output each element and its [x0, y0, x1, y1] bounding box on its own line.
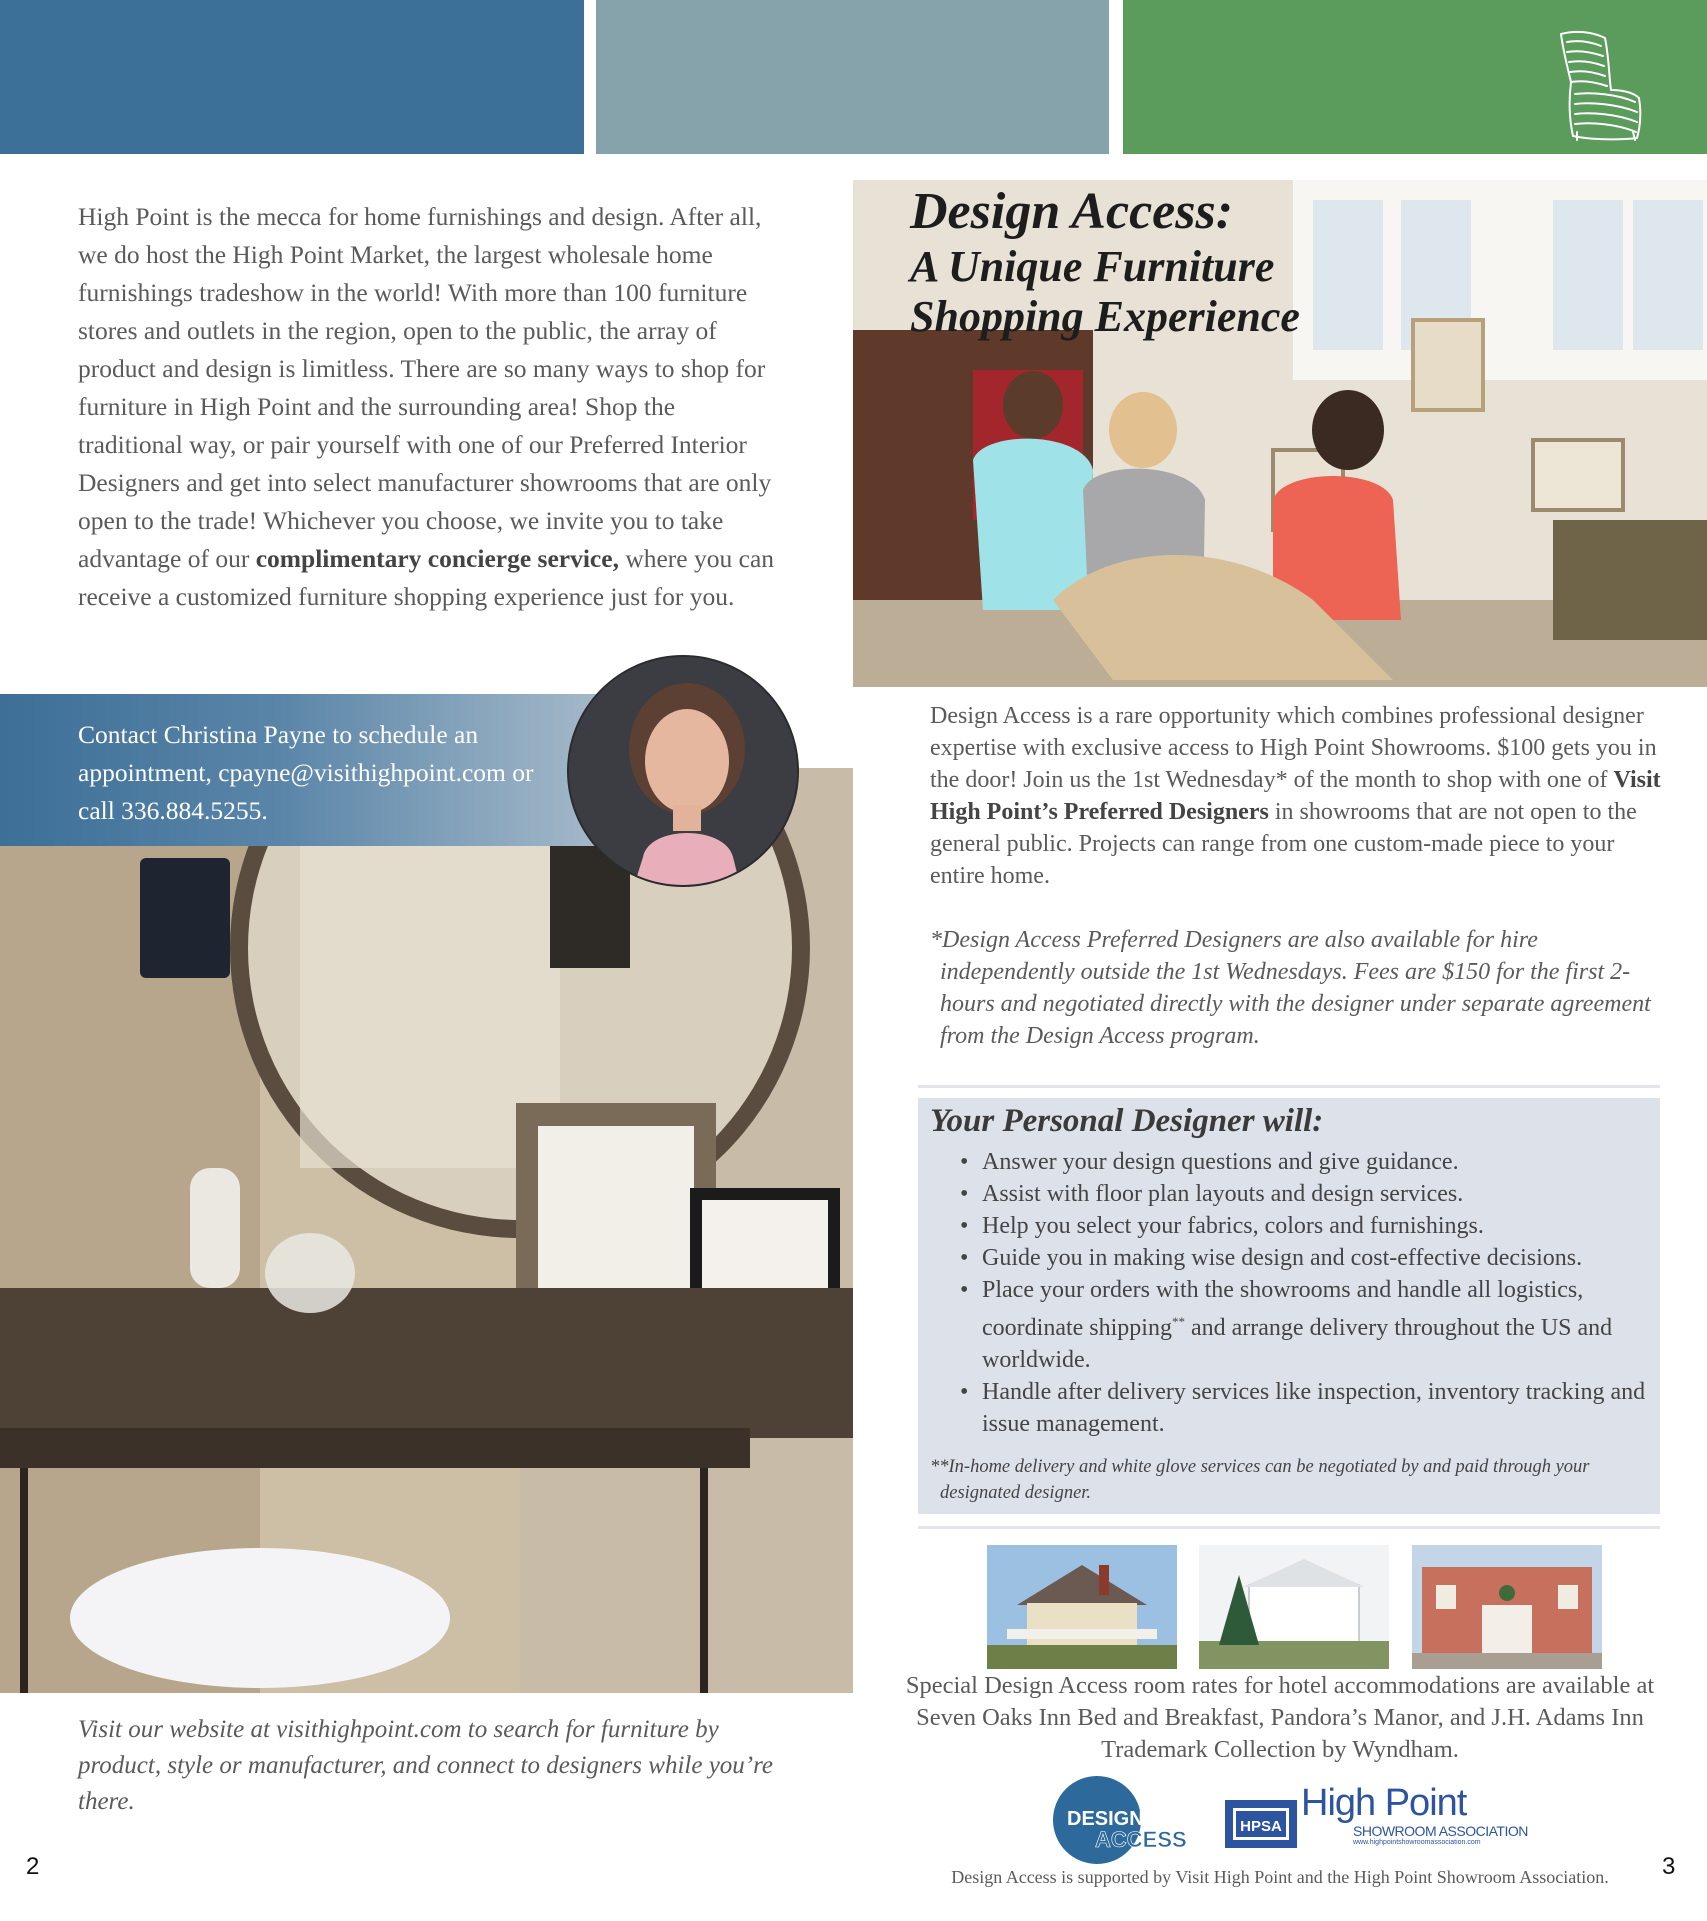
hpsa-logo-subtitle: SHOWROOM ASSOCIATION [1353, 1823, 1528, 1839]
design-access-title [910, 182, 1610, 342]
list-item: • Handle after delivery services like inspection, inventory tracking and issue management. [960, 1376, 1660, 1440]
personal-designer-list [960, 1146, 1660, 1440]
list-item [960, 1274, 1660, 1376]
hpsa-mark-text: HPSA [1240, 1818, 1282, 1835]
hero-subtitle-line1: A Unique Furniture [910, 242, 1275, 291]
website-note: Visit our website at visithighpoint.com to search for furniture by product, style or manufacturer, and connect to designers while you’re there. [78, 1716, 774, 1815]
list-item-text: Place your orders with the showrooms and handle all logistics, coordinate shipping [982, 1277, 1584, 1341]
portrait-illustration [569, 657, 799, 887]
divider-bottom [918, 1526, 1660, 1529]
list-item: • Guide you in making wise design and cost-effective decisions. [960, 1242, 1660, 1274]
intro-paragraph [78, 198, 778, 616]
hotel-photo-seven-oaks [987, 1545, 1177, 1669]
design-access-description [930, 700, 1670, 892]
design-access-logo-word1: DESIGN [1067, 1808, 1144, 1830]
header-bar-gray [596, 0, 1109, 154]
list-item: • Answer your design questions and give guidance. [960, 1146, 1660, 1178]
list-item-sup: ** [1171, 1314, 1185, 1329]
support-credit: Design Access is supported by Visit High Point and the High Point Showroom Association. [951, 1867, 1609, 1887]
delivery-note-line1: **In-home delivery and white glove services can be negotiated by and paid through your [930, 1457, 1590, 1477]
divider-top [918, 1085, 1660, 1088]
intro-bold-text: complimentary concierge service, [255, 544, 619, 573]
description-text-end: in showrooms that are not open to the general public. Projects can range from one custom-made piece to your entire home. [930, 799, 1637, 889]
header-bar-green [1123, 0, 1707, 154]
design-access-logo [1045, 1775, 1195, 1865]
hotel-illustration [1199, 1545, 1389, 1669]
description-text: Design Access is a rare opportunity which combines professional designer expertise with exclusive access to High Point Showrooms. $100 gets you in the door! Join us the 1st Wednesday* of the month to shop with one of [930, 703, 1657, 793]
intro-text: High Point is the mecca for home furnishings and design. After all, we do host the High Point Market, the largest wholesale home furnishings tradeshow in the world! With more than 100 furniture stores and outlets in the region, open to the public, the array of product and design is limitless. There are so many ways to shop for furniture in High Point and the surrounding area! Shop the traditional way, or pair yourself with one of our Preferred Interior Designers and get into select manufacturer showrooms that are only open to the trade! Whichever you choose, we invite you to take advantage of our [78, 202, 772, 573]
hero-title-main: Design Access: [910, 183, 1234, 240]
page-number-left: 2 [26, 1853, 40, 1880]
hpsa-logo-url: www.highpointshowroomassociation.com [1353, 1839, 1481, 1846]
design-access-logo-word2: ACCESS [1095, 1827, 1187, 1852]
page-number-right: 3 [1662, 1853, 1676, 1880]
personal-designer-heading: Your Personal Designer will: [930, 1103, 1324, 1139]
christina-payne-portrait [567, 655, 799, 887]
list-item: • Help you select your fabrics, colors and furnishings. [960, 1210, 1660, 1242]
hpsa-logo [1225, 1782, 1645, 1853]
preferred-designers-footnote [930, 924, 1670, 1052]
hotel-photo-pandoras-manor [1199, 1545, 1389, 1669]
hpsa-logo-title: High Point [1301, 1782, 1467, 1824]
hero-subtitle-line2: Shopping Experience [910, 292, 1300, 341]
delivery-footnote [930, 1454, 1650, 1506]
description-bold-text: Visit High Point’s Preferred Designers [930, 767, 1661, 825]
hotel-illustration [987, 1545, 1177, 1669]
header-bar-blue [0, 0, 584, 154]
vanity-illustration [0, 768, 853, 1693]
list-item-text-end: and arrange delivery throughout the US and worldwide. [982, 1315, 1613, 1373]
footnote-line1: *Design Access Preferred Designers are also available for hire [930, 927, 1538, 953]
vanity-table-photo [0, 768, 853, 1693]
hotel-photo-jh-adams-inn [1412, 1545, 1602, 1669]
hotel-illustration [1412, 1545, 1602, 1669]
contact-text: Contact Christina Payne to schedule an appointment, cpayne@visithighpoint.com or call 336.884.5255. [78, 720, 534, 825]
delivery-note-line2: designated designer. [940, 1483, 1092, 1503]
intro-text-end: where you can receive a customized furniture shopping experience just for you. [78, 544, 775, 611]
footnote-rest: independently outside the 1st Wednesdays. Fees are $150 for the first 2-hours and negotiated directly with the designer under separate agreement from the Design Access program. [940, 959, 1651, 1049]
hotel-rates-text: Special Design Access room rates for hotel accommodations are available at Seven Oaks Inn Bed and Breakfast, Pandora’s Manor, and J.H. Adams Inn Trademark Collection by Wyndham. [905, 1672, 1655, 1763]
list-item: • Assist with floor plan layouts and design services. [960, 1178, 1660, 1210]
hpsa-mark-icon [1225, 1796, 1297, 1848]
chair-sketch-icon [1547, 28, 1647, 144]
